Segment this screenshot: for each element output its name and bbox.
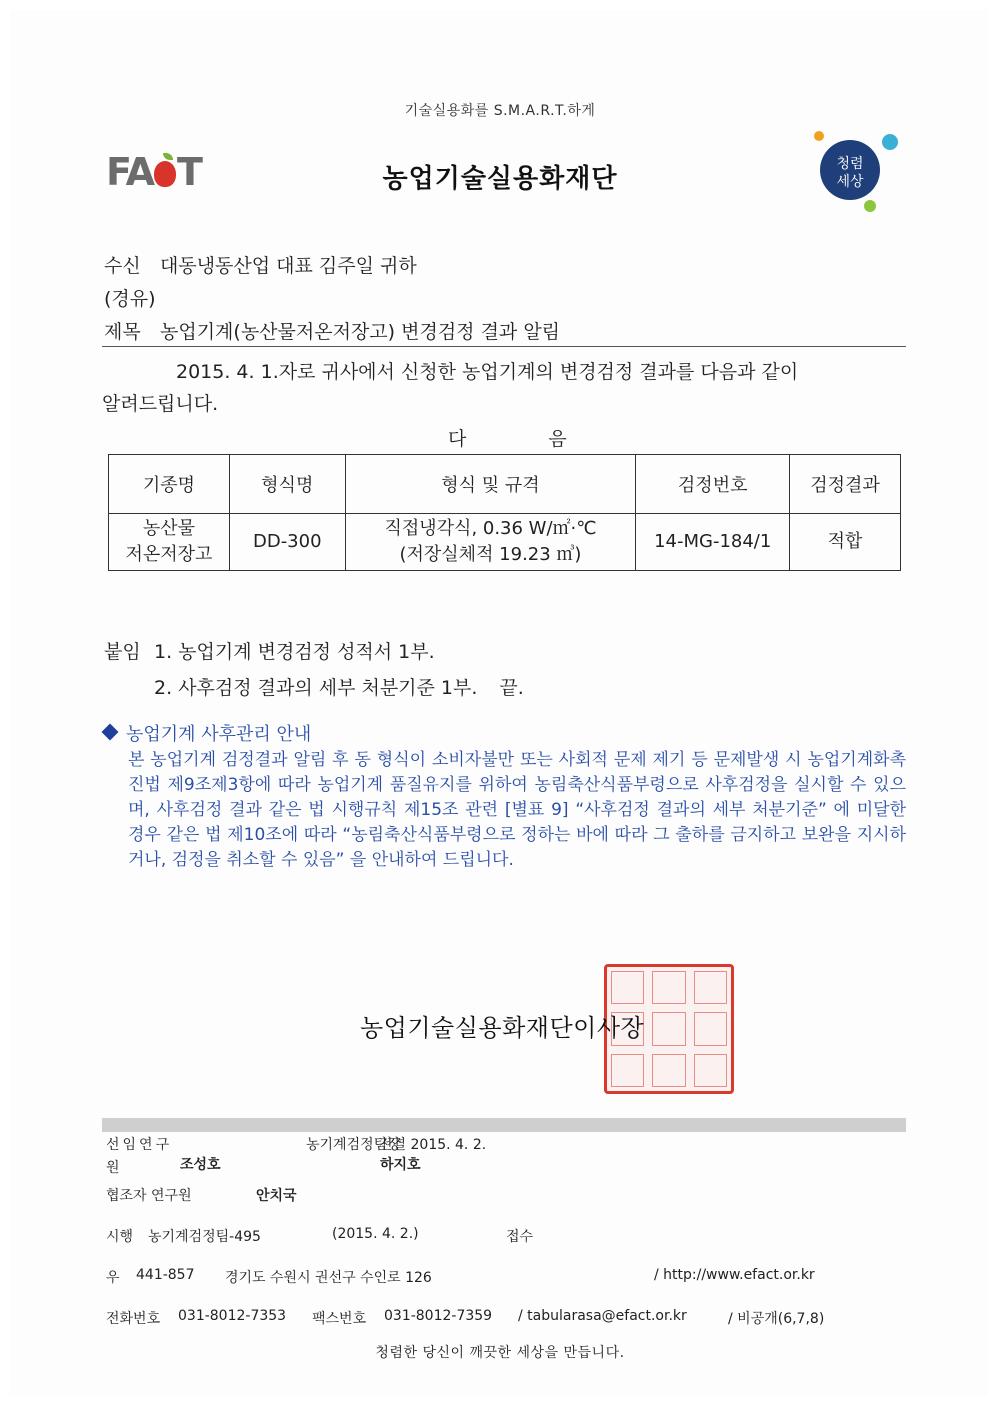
receipt-label: 접수 xyxy=(506,1229,534,1245)
da-eum-label: 다 음 xyxy=(448,428,567,450)
body-paragraph xyxy=(102,356,908,420)
author-role: 선임연구 원 xyxy=(106,1137,173,1176)
subject-line xyxy=(104,317,560,344)
attachment-1: 붙임 1. 농업기계 변경검정 성적서 1부. xyxy=(104,637,435,664)
body-line-2: 알려드립니다. xyxy=(102,393,219,415)
table-row xyxy=(109,514,901,571)
phone-number: 031-8012-7353 xyxy=(178,1308,287,1324)
postal-label: 우 xyxy=(106,1270,120,1286)
notice-title: 농업기계 사후관리 안내 xyxy=(102,720,311,746)
cooperator-name: 안치국 xyxy=(256,1188,297,1204)
attachment-2: 2. 사후검정 결과의 세부 처분기준 1부. 끝. xyxy=(154,677,524,699)
cooperator-label: 협조자 연구원 xyxy=(106,1188,192,1204)
subject-value: 농업기계(농산물저온저장고) 변경검정 결과 알림 xyxy=(160,321,561,343)
signature-text: 농업기술실용화재단이사장 xyxy=(360,1014,645,1042)
subject-label: 제목 xyxy=(104,321,141,343)
org-title: 농업기술실용화재단 xyxy=(382,164,618,194)
author-name: 조성호 xyxy=(180,1157,221,1173)
website-link[interactable]: / http://www.efact.or.kr xyxy=(654,1267,815,1283)
diamond-bullet-icon xyxy=(102,724,119,741)
approver-role: 농기계검정팀장 xyxy=(306,1137,401,1153)
postal-code: 441-857 xyxy=(136,1267,195,1283)
table-header: 검정번호 xyxy=(636,455,790,514)
enforce-label: 시행 xyxy=(106,1229,134,1245)
motto: 청렴한 당신이 깨끗한 세상을 만듭니다. xyxy=(375,1345,625,1361)
body-line-1: 2015. 4. 1.자로 귀사에서 신청한 농업기계의 변경검정 결과를 다음과 같이 xyxy=(176,361,799,383)
slogan: 기술실용화를 S.M.A.R.T.하게 xyxy=(404,103,596,119)
table-header: 형식명 xyxy=(229,455,345,514)
disclosure: / 비공개(6,7,8) xyxy=(728,1311,825,1327)
fax-number: 031-8012-7359 xyxy=(384,1308,493,1324)
table-cell-type: 농산물 저온저장고 xyxy=(109,514,230,571)
svg-text:청렴: 청렴 xyxy=(836,156,864,172)
table-cell-spec: 직접냉각식, 0.36 W/㎡·℃ (저장실체적 19.23 ㎥) xyxy=(345,514,636,571)
table-cell-cert-no: 14-MG-184/1 xyxy=(636,514,790,571)
divider xyxy=(102,346,906,347)
via-line: (경유) xyxy=(104,288,156,310)
table-header-row xyxy=(109,455,901,514)
footer-bar xyxy=(102,1118,906,1132)
recipient-line xyxy=(104,251,417,278)
spec-table xyxy=(108,454,901,571)
table-cell-model: DD-300 xyxy=(229,514,345,571)
recipient-label: 수신 xyxy=(104,255,141,277)
attachment-label: 붙임 xyxy=(104,641,141,663)
table-cell-result: 적합 xyxy=(790,514,901,571)
fact-logo: FA T xyxy=(106,150,201,194)
fax-label: 팩스번호 xyxy=(312,1311,367,1327)
table-header: 검정결과 xyxy=(790,455,901,514)
address: 경기도 수원시 권선구 수인로 126 xyxy=(225,1270,432,1286)
phone-label: 전화번호 xyxy=(106,1311,161,1327)
notice-body: 본 농업기계 검정결과 알림 후 동 형식이 소비자불만 또는 사회적 문제 제기 등 문제발생 시 농업기계화촉진법 제9조제3항에 따라 농업기계 품질유지를 위하여 농림축산식품부령으로 사후검정을 실시할 수 있으며, 사후검정 결과 같은 법 시행규칙 제15조 관련 [별표 9] “사후검정 결과의 세부 처분기준” 에 미달한 경우 같은 법 제10조에 따라 “농림축산식품부령으로 정하는 바에 따라 그 출하를 금지하고 보완을 지시하거나, 검정을 취소할 수 있음” 을 안내하여 드립니다. xyxy=(128,750,906,870)
approval-mark: 전결 2015. 4. 2. xyxy=(379,1137,487,1153)
enforce-no: 농기계검정팀-495 xyxy=(148,1229,261,1245)
approver-name: 하지호 xyxy=(380,1157,421,1173)
recipient-value: 대동냉동산업 대표 김주일 귀하 xyxy=(160,255,417,277)
enforce-date: (2015. 4. 2.) xyxy=(332,1226,419,1242)
table-header: 형식 및 규격 xyxy=(345,455,636,514)
svg-text:세상: 세상 xyxy=(836,174,864,190)
table-header: 기종명 xyxy=(109,455,230,514)
email-link[interactable]: / tabularasa@efact.or.kr xyxy=(518,1308,687,1324)
integrity-emblem-icon xyxy=(810,128,900,218)
